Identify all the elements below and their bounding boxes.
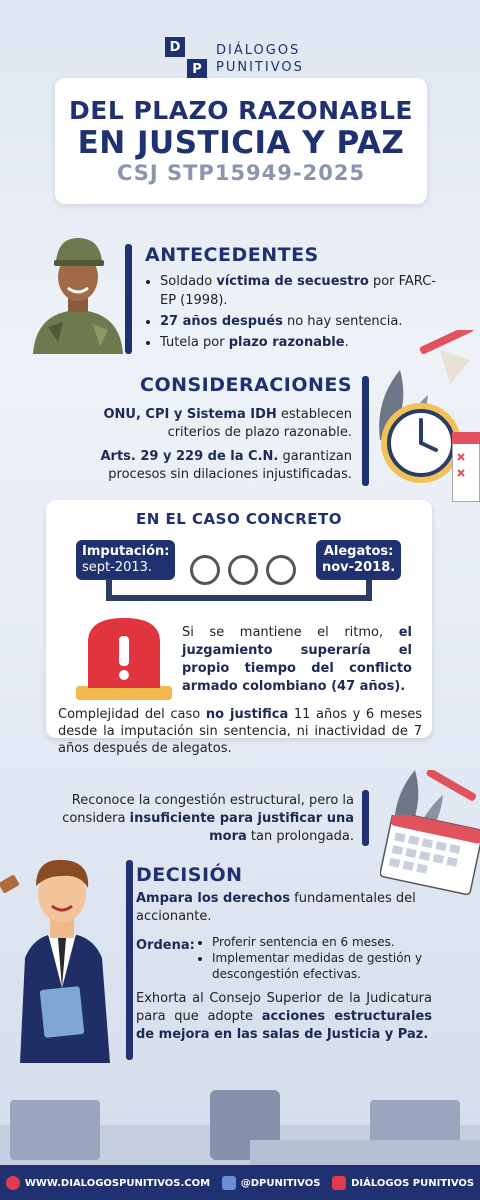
consideraciones-p1: ONU, CPI y Sistema IDH establecen criterios de plazo razonable. — [103, 407, 352, 440]
courtroom-decoration — [0, 1070, 480, 1165]
consideraciones-title: CONSIDERACIONES — [140, 374, 353, 396]
brand-line-1: DIÁLOGOS — [216, 43, 301, 58]
consideraciones-bar — [362, 376, 369, 486]
globe-icon — [6, 1176, 20, 1190]
timeline-bracket — [105, 578, 375, 610]
imputacion-label: Imputación: — [82, 544, 170, 559]
title-line-1: DEL PLAZO RAZONABLE — [69, 96, 413, 125]
social-icon — [222, 1176, 236, 1190]
brand-name — [216, 42, 304, 76]
antecedentes-bar — [125, 244, 132, 354]
title-card — [55, 78, 427, 204]
footer — [0, 1165, 480, 1200]
footer-website[interactable]: WWW.DIALOGOSPUNITIVOS.COM — [6, 1176, 210, 1190]
consideraciones-p2: Arts. 29 y 229 de la C.N. garantizan procesos sin dilaciones injustificadas. — [100, 449, 352, 482]
antecedente-item-2: • 27 años después no hay sentencia. — [160, 312, 446, 331]
antecedente-item-1: • Soldado víctima de secuestro por FARC-EP (1998). — [160, 272, 446, 310]
caso-concreto-title: EN EL CASO CONCRETO — [135, 510, 343, 528]
soldier-illustration — [28, 232, 128, 354]
alarm-siren-icon — [74, 612, 174, 702]
imputacion-date: sept-2013. — [82, 560, 153, 575]
decision-bar — [126, 860, 133, 1060]
congestion-text: Reconoce la congestión estructural, pero la considera insuficiente para justificar una mora tan prolongada. — [62, 793, 354, 844]
alegatos-label: Alegatos: — [323, 544, 394, 559]
antecedente-item-3: • Tutela por plazo razonable. — [160, 333, 446, 352]
antecedentes-list — [146, 272, 446, 354]
complejidad-note: Complejidad del caso no justifica 11 años y 6 meses desde la imputación sin sentencia, ni inactividad de 7 años después de alegatos. — [58, 707, 422, 756]
alegatos-badge — [316, 540, 401, 580]
youtube-icon — [332, 1176, 346, 1190]
order-item-2: • Implementar medidas de gestión y descongestión efectivas. — [212, 950, 436, 982]
decision-p2: Exhorta al Consejo Superior de la Judicatura para que adopte acciones estructurales de mejora en las salas de Justicia y Paz. — [136, 991, 433, 1042]
warning-text: Si se mantiene el ritmo, el juzgamiento superaría el propio tiempo del conflicto armado colombiano (47 años). — [182, 625, 412, 694]
title-line-2: EN JUSTICIA Y PAZ — [77, 125, 405, 161]
decision-p1: Ampara los derechos fundamentales del accionante. — [136, 891, 416, 924]
ordena-label: Ordena: — [136, 938, 195, 953]
footer-youtube[interactable]: DIÁLOGOS PUNITIVOS — [332, 1176, 474, 1190]
antecedentes-title: ANTECEDENTES — [145, 244, 319, 266]
congestion-bar — [362, 790, 369, 846]
calendar-icon — [452, 432, 480, 502]
order-item-1: • Proferir sentencia en 6 meses. — [212, 934, 436, 950]
ordena-block — [136, 934, 436, 982]
calendar-icon-2 — [380, 815, 480, 895]
brand-line-2: PUNITIVOS — [216, 60, 304, 75]
decision-title: DECISIÓN — [136, 864, 243, 886]
footer-social[interactable]: @DPUNITIVOS — [222, 1176, 321, 1190]
imputacion-badge — [76, 540, 175, 580]
case-code: CSJ STP15949-2025 — [116, 161, 366, 185]
logo-mark-d: D — [165, 37, 185, 57]
judge-illustration — [0, 838, 125, 1063]
alegatos-date: nov-2018. — [322, 560, 396, 575]
logo-mark-p: P — [187, 59, 207, 79]
